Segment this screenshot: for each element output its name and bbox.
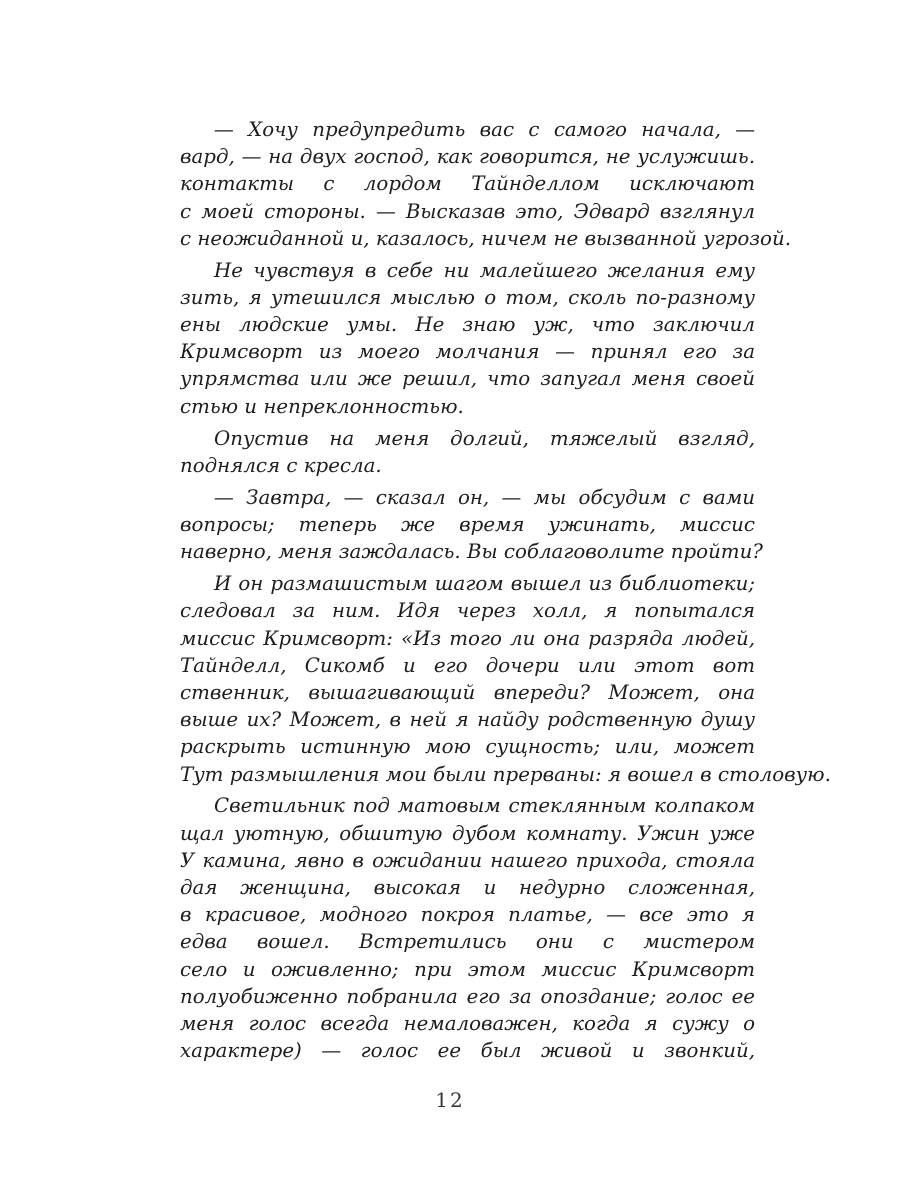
text-line: село и оживленно; при этом миссис Кримсворт	[180, 957, 755, 981]
text-line: едва вошел. Встретились они с мистером	[180, 930, 755, 954]
text-line: У камина, явно в ожидании нашего прихода, стояла	[180, 848, 755, 872]
text-line: — Хочу предупредить вас с самого начала, —	[214, 118, 755, 141]
text-line: характере) — голос ее был живой и звонкий,	[180, 1039, 755, 1063]
text-line: дая женщина, высокая и недурно сложенная,	[180, 876, 755, 900]
paragraph	[180, 425, 755, 479]
paragraph	[180, 792, 755, 1064]
body-text	[180, 116, 831, 1064]
text-line: Светильник под матовым стеклянным колпаком	[214, 794, 755, 818]
text-line: наверно, меня заждалась. Вы соблаговолите пройти?	[180, 540, 763, 564]
text-line: Не чувствуя в себе ни малейшего желания ему	[214, 258, 755, 282]
text-line: — Завтра, — сказал он, — мы обсудим с вами	[214, 485, 755, 509]
text-line: миссис Кримсворт: «Из того ли она разряда людей,	[180, 626, 755, 650]
text-line: меня голос всегда немаловажен, когда я сужу о	[180, 1011, 755, 1035]
text-line: Тайнделл, Сикомб и его дочери или этот вот	[180, 653, 755, 677]
text-line: упрямства или же решил, что запугал меня своей	[180, 367, 755, 391]
text-line: следовал за ним. Идя через холл, я попытался	[180, 599, 755, 623]
text-line: щал уютную, обшитую дубом комнату. Ужин уже	[180, 821, 755, 845]
text-line: Опустив на меня долгий, тяжелый взгляд,	[214, 426, 755, 450]
text-line: в красивое, модного покроя платье, — все это я	[180, 903, 755, 927]
text-line: выше их? Может, в ней я найду родственную душу	[180, 708, 755, 732]
text-line: с неожиданной и, казалось, ничем не вызванной угрозой.	[180, 226, 791, 250]
text-line: вард, — на двух господ, как говорится, не услужишь.	[180, 145, 755, 169]
paragraph	[180, 570, 831, 788]
text-line: И он размашистым шагом вышел из библиотеки;	[214, 572, 755, 596]
text-line: зить, я утешился мыслью о том, сколь по-разному	[180, 285, 755, 309]
page-number: 12	[435, 1088, 465, 1112]
text-line: стью и непреклонностью.	[180, 394, 464, 418]
text-line: с моей стороны. — Высказав это, Эдвард взглянул	[180, 199, 755, 223]
text-line: контакты с лордом Тайнделлом исключают	[180, 172, 755, 196]
text-line: раскрыть истинную мою сущность; или, может	[180, 735, 755, 759]
text-line: ственник, вышагивающий впереди? Может, она	[180, 680, 755, 704]
text-line: Тут размышления мои были прерваны: я вошел в столовую.	[180, 762, 831, 786]
text-line: ены людские умы. Не знаю уж, что заключил	[180, 313, 755, 337]
text-line: Кримсворт из моего молчания — принял его за	[180, 340, 755, 364]
paragraph	[180, 484, 763, 566]
text-line: полуобиженно побранила его за опоздание; голос ее	[180, 984, 755, 1008]
text-line: вопросы; теперь же время ужинать, миссис	[180, 513, 755, 537]
text-line: поднялся с кресла.	[180, 453, 382, 477]
paragraph	[180, 116, 791, 252]
paragraph	[180, 257, 755, 420]
